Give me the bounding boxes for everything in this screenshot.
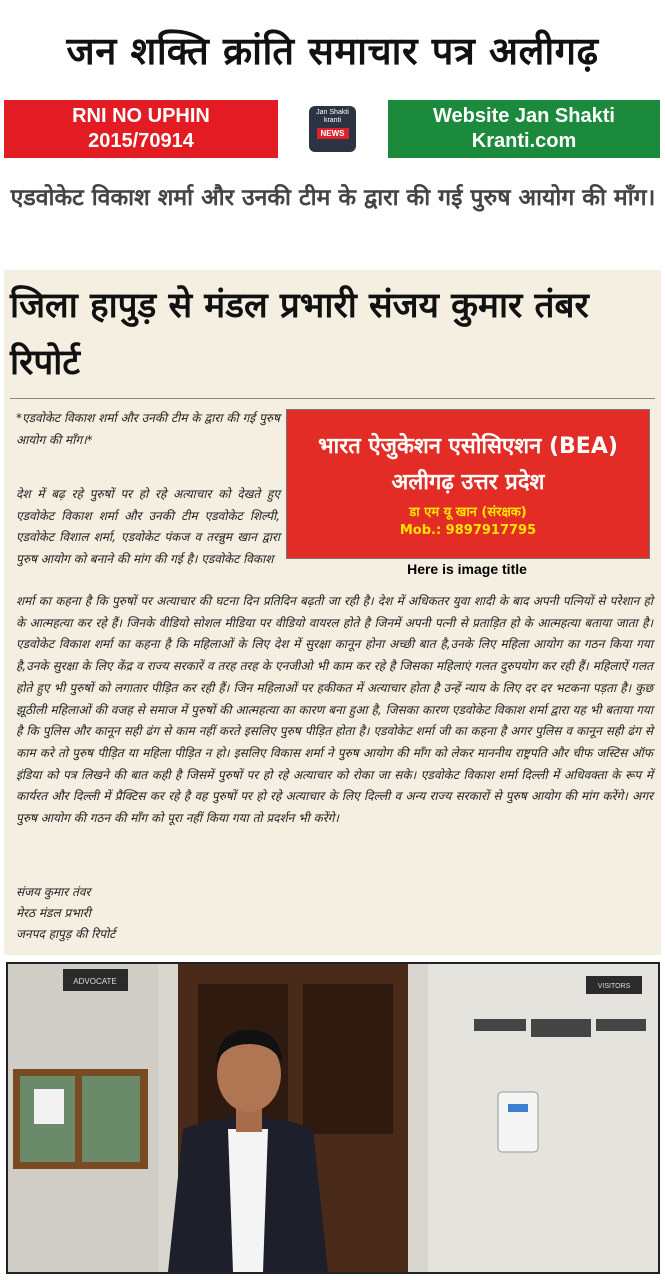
logo-text-1: Jan Shakti [316,109,349,116]
signature-block [16,882,115,945]
article-intro: *एडवोकेट विकाश शर्मा और उनकी टीम के द्वारा की गई पुरुष आयोग की माँग।* [16,411,280,447]
rni-band [4,100,278,158]
website-line-2: Kranti.com [471,130,577,152]
divider [10,398,655,399]
rni-line-2: 2015/70914 [88,130,194,152]
ad-line-2: अलीगढ़ उत्तर प्रदेश [391,470,545,495]
website-line-1: Website Jan Shakti [433,105,615,127]
advocate-photo [6,962,660,1274]
signature-line: मेरठ मंडल प्रभारी [16,906,91,920]
rni-line-1: RNI NO UPHIN [72,105,210,127]
website-band[interactable] [388,100,660,158]
ad-line-1: भारत ऐजुकेशन एसोसिएशन (BEA) [318,434,618,459]
logo-news-badge: NEWS [317,128,349,139]
article-paragraph-start: देश में बढ़ रहे पुरुषों पर हो रहे अत्याचार को देखते हुए एडवोकेट विकाश शर्मा और उनकी टीम एडवोकेट शिल्पी, एडवोकेट विशाल शर्मा, एडवोकेट पंकज व तरन्नुम खान द्वारा पुरुष आयोग को बनाने की मांग की गई है। एडवोकेट विकाश [16,487,280,567]
advertisement-box [286,409,650,559]
headline: एडवोकेट विकाश शर्मा और उनकी टीम के द्वारा की गई पुरुष आयोग की माँग। [10,185,656,211]
signature-line: जनपद हापुड़ की रिपोर्ट [16,927,116,941]
masthead [0,0,665,100]
sign-left-text: ADVOCATE [73,977,117,986]
news-logo [309,106,356,152]
image-caption: Here is image title [407,561,527,577]
logo-text-2: kranti [323,117,342,124]
photo-illustration [8,964,658,1272]
sign-right-text: VISITORS [597,983,631,990]
ad-line-4: Mob.: 9897917795 [399,523,537,538]
signature-line: संजय कुमार तंवर [16,885,91,899]
article-title: जिला हापुड़ से मंडल प्रभारी संजय कुमार तंबर रिपोर्ट [10,286,589,383]
newspaper-title: जन शक्ति क्रांति समाचार पत्र अलीगढ़ [66,29,599,73]
article-paragraph-rest: शर्मा का कहना है कि पुरुषों पर अत्याचार की घटना दिन प्रतिदिन बढ़ती जा रही है। देश में अधिकतर युवा शादी के बाद अपनी पत्नियों से परेशान हो के आत्महत्या कर रहे हैं। जिनके वीडियो सोशल मीडिया पर वीडियो वायरल होते है जिनमें अपनी पत्नी से प्रताड़ित हो के आत्महत्या बताया जाता है। एडवोकेट विकाश शर्मा का कहना है कि महिलाओं के लिए देश में सुरक्षा कानून होना अच्छी बात है,उनके लिए महिला आयोग का गठन किया गया है,उनके सुरक्षा के लिए केंद्र व राज्य सरकारें व तरह तरह के एनजीओ भी काम कर रहे है जिसका महिलाएं गलत दुरुपयोग कर रही हैं। महिलाऐं गलत होते हुए भी पुरुषों को लगातार पीड़ित कर रही हैं। जिन महिलाओं पर हकीकत में अत्याचार होता है उन्हें न्याय के लिए दर दर भटकना पड़ता है। कुछ झूठीली महिलाओं की वजह से समाज में पुरुषों की आत्महत्या का कारण बना हुआ है, जिसका कारण एडवोकेट विकाश शर्मा द्वारा यह भी बताया गया है कि पुलिस और कानून सही ढंग से काम नहीं करते इसलिए पुरुष पीड़ित होता है। एडवोकेट शर्मा जी का कहना है अगर पुलिस व कानून सही ढंग से काम करे तो पुरुष पीड़ित या महिला पीड़ित न हो। इसलिए विकास शर्मा ने पुरुष आयोग की माँग को लेकर माननीय राष्ट्रपति और चीफ जस्टिस ऑफ इंडिया को पत्र लिखने की बात कही है जिसमें पुरुषों पर हो रहे अत्याचार को रोका जा सके। एडवोकेट विकाश शर्मा दिल्ली में अधिवक्ता के रूप में कार्यरत और दिल्ली में प्रैक्टिस कर रहे है वह पुरुषों पर हो रहे अत्याचार के लिए दिल्ली व अन्य राज्य सरकारों से पुरुष आयोग की मांग करेंगे। अगर पुरुष आयोग की गठन की माँग को पूरा नहीं किया गया तो प्रदर्शन भी करेंगे। [16,594,653,826]
ad-line-3: डा एम यू खान (संरक्षक) [409,505,527,520]
